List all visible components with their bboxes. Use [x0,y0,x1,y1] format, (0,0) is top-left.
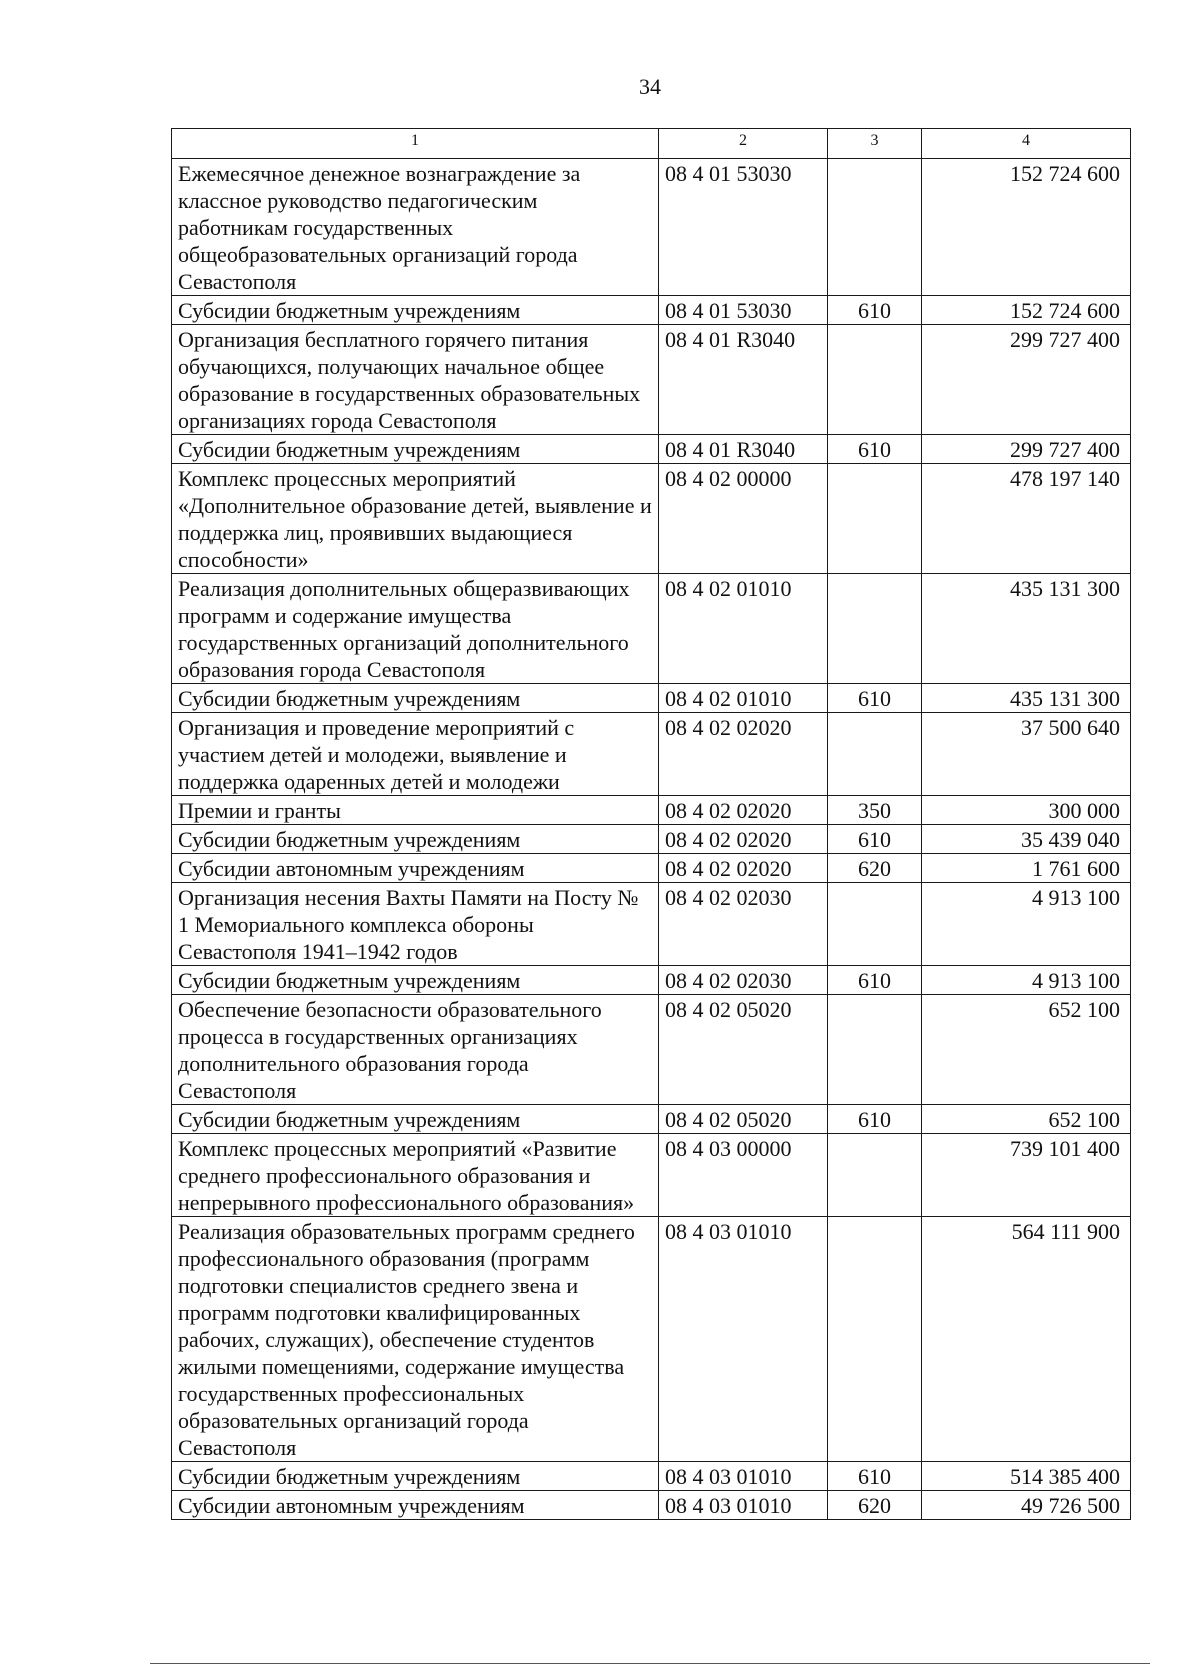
row-name-cell: Реализация дополнительных общеразвивающих программ и содержание имущества государственных организаций дополнительного образования города Севастополя [172,574,659,684]
row-name-cell: Субсидии бюджетным учреждениям [172,296,659,325]
row-code-cell: 08 4 03 01010 [659,1462,828,1491]
row-amount-cell: 300 000 [922,796,1131,825]
row-code-cell: 08 4 02 02020 [659,825,828,854]
table-row [172,296,1131,325]
row-name-cell: Организация бесплатного горячего питания обучающихся, получающих начальное общее образование в государственных образовательных организациях города Севастополя [172,325,659,435]
table-row [172,1462,1131,1491]
row-code-cell: 08 4 03 01010 [659,1491,828,1520]
row-code-cell: 08 4 02 00000 [659,464,828,574]
row-code-cell: 08 4 02 02020 [659,796,828,825]
row-name-cell: Премии и гранты [172,796,659,825]
row-type-cell: 620 [828,854,922,883]
row-name-cell: Реализация образовательных программ среднего профессионального образования (программ подготовки специалистов среднего звена и программ подготовки квалифицированных рабочих, служащих), обеспечение студентов жилыми помещениями, содержание имущества государственных профессиональных образовательных организаций города Севастополя [172,1217,659,1462]
row-name-cell: Организация и проведение мероприятий с участием детей и молодежи, выявление и поддержка одаренных детей и молодежи [172,713,659,796]
row-code-cell: 08 4 03 00000 [659,1134,828,1217]
row-type-cell: 610 [828,825,922,854]
row-type-cell [828,574,922,684]
row-code-cell: 08 4 02 02030 [659,966,828,995]
table-header-row [172,129,1131,159]
row-code-cell: 08 4 02 02020 [659,713,828,796]
row-code-cell: 08 4 01 R3040 [659,325,828,435]
row-amount-cell: 1 761 600 [922,854,1131,883]
row-name-cell: Комплекс процессных мероприятий «Дополнительное образование детей, выявление и поддержка лиц, проявивших выдающиеся способности» [172,464,659,574]
row-type-cell: 610 [828,296,922,325]
table-row [172,713,1131,796]
row-type-cell [828,713,922,796]
budget-table [171,128,1131,1520]
scan-edge-line [150,1663,1150,1664]
row-type-cell: 610 [828,966,922,995]
row-amount-cell: 4 913 100 [922,883,1131,966]
row-amount-cell: 152 724 600 [922,296,1131,325]
row-name-cell: Субсидии бюджетным учреждениям [172,825,659,854]
table-row [172,796,1131,825]
table-row [172,435,1131,464]
row-amount-cell: 514 385 400 [922,1462,1131,1491]
row-amount-cell: 152 724 600 [922,159,1131,296]
row-amount-cell: 564 111 900 [922,1217,1131,1462]
table-body [172,129,1131,1520]
row-name-cell: Субсидии автономным учреждениям [172,1491,659,1520]
row-name-cell: Субсидии бюджетным учреждениям [172,1105,659,1134]
table-row [172,1217,1131,1462]
row-type-cell [828,1134,922,1217]
row-name-cell: Субсидии автономным учреждениям [172,854,659,883]
row-type-cell: 620 [828,1491,922,1520]
row-name-cell: Субсидии бюджетным учреждениям [172,435,659,464]
table-row [172,574,1131,684]
table-row [172,325,1131,435]
row-amount-cell: 435 131 300 [922,684,1131,713]
row-name-cell: Обеспечение безопасности образовательного процесса в государственных организациях дополнительного образования города Севастополя [172,995,659,1105]
row-amount-cell: 652 100 [922,995,1131,1105]
row-amount-cell: 49 726 500 [922,1491,1131,1520]
row-name-cell: Комплекс процессных мероприятий «Развитие среднего профессионального образования и непрерывного профессионального образования» [172,1134,659,1217]
row-code-cell: 08 4 01 53030 [659,296,828,325]
table-row [172,1105,1131,1134]
row-name-cell: Ежемесячное денежное вознаграждение за классное руководство педагогическим работникам государственных общеобразовательных организаций города Севастополя [172,159,659,296]
row-code-cell: 08 4 02 02030 [659,883,828,966]
header-cell-1: 1 [172,129,659,159]
row-amount-cell: 739 101 400 [922,1134,1131,1217]
row-name-cell: Субсидии бюджетным учреждениям [172,966,659,995]
row-name-cell: Субсидии бюджетным учреждениям [172,1462,659,1491]
row-type-cell [828,1217,922,1462]
row-amount-cell: 652 100 [922,1105,1131,1134]
row-amount-cell: 4 913 100 [922,966,1131,995]
table-row [172,825,1131,854]
row-code-cell: 08 4 02 05020 [659,1105,828,1134]
header-cell-4: 4 [922,129,1131,159]
row-amount-cell: 35 439 040 [922,825,1131,854]
table-row [172,1491,1131,1520]
table-row [172,464,1131,574]
row-code-cell: 08 4 01 R3040 [659,435,828,464]
row-amount-cell: 37 500 640 [922,713,1131,796]
row-code-cell: 08 4 03 01010 [659,1217,828,1462]
table-row [172,966,1131,995]
row-type-cell [828,325,922,435]
row-type-cell [828,464,922,574]
row-code-cell: 08 4 02 05020 [659,995,828,1105]
row-type-cell [828,159,922,296]
table-row [172,883,1131,966]
row-name-cell: Субсидии бюджетным учреждениям [172,684,659,713]
row-amount-cell: 299 727 400 [922,325,1131,435]
row-type-cell [828,995,922,1105]
row-code-cell: 08 4 01 53030 [659,159,828,296]
row-type-cell: 610 [828,1462,922,1491]
table-row [172,995,1131,1105]
row-type-cell: 610 [828,435,922,464]
table-row [172,854,1131,883]
row-amount-cell: 299 727 400 [922,435,1131,464]
table-row [172,684,1131,713]
row-code-cell: 08 4 02 02020 [659,854,828,883]
row-amount-cell: 435 131 300 [922,574,1131,684]
row-amount-cell: 478 197 140 [922,464,1131,574]
header-cell-2: 2 [659,129,828,159]
row-code-cell: 08 4 02 01010 [659,574,828,684]
table-row [172,159,1131,296]
table-row [172,1134,1131,1217]
row-code-cell: 08 4 02 01010 [659,684,828,713]
row-type-cell: 350 [828,796,922,825]
row-type-cell [828,883,922,966]
page-number: 34 [639,74,661,99]
row-type-cell: 610 [828,1105,922,1134]
row-type-cell: 610 [828,684,922,713]
header-cell-3: 3 [828,129,922,159]
row-name-cell: Организация несения Вахты Памяти на Посту № 1 Мемориального комплекса обороны Севастополя 1941–1942 годов [172,883,659,966]
